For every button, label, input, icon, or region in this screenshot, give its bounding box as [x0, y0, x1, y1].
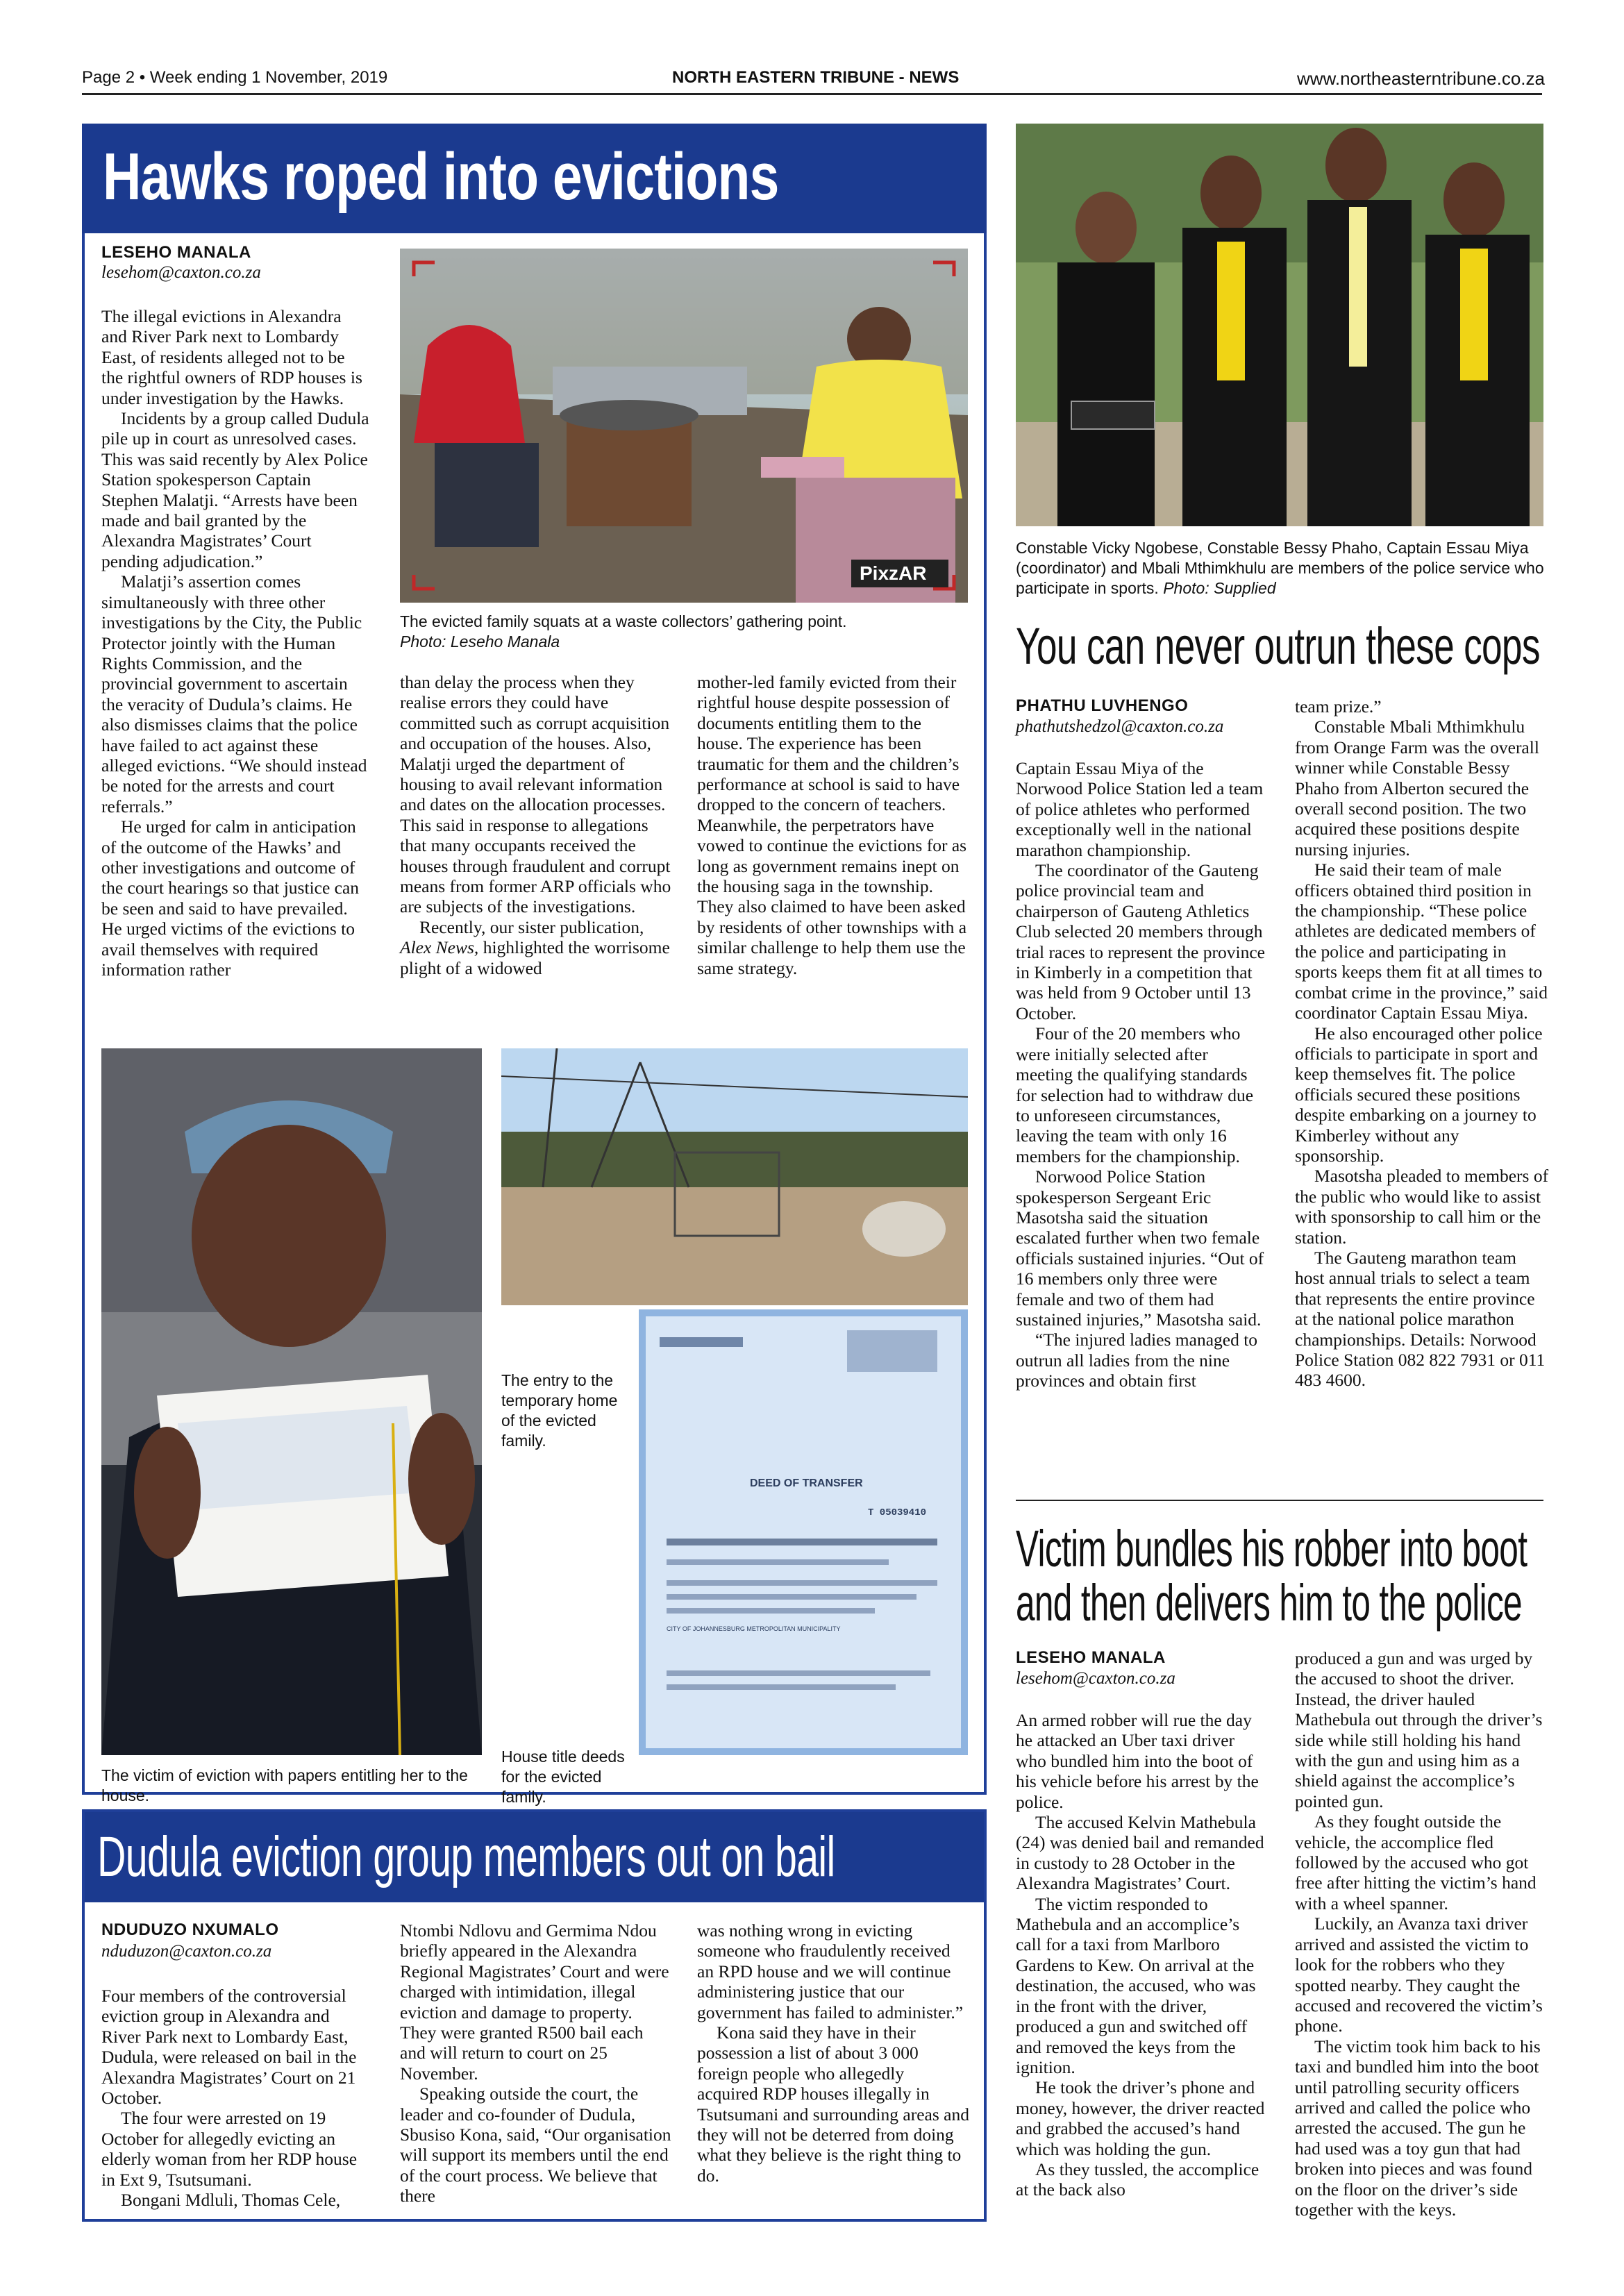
paragraph: The illegal evictions in Alexandra and River Park next to Lombardy East, of residents alleged not to be the rightful owners of RDP houses is under investigation by the Hawks. [101, 306, 362, 408]
dudula-col2 [400, 1920, 672, 2206]
dudula-headline: Dudula eviction group members out on bail [97, 1825, 835, 1888]
paragraph: team prize.” [1295, 696, 1382, 717]
paragraph: Four members of the controversial eviction group in Alexandra and River Park next to Lombardy East, Dudula, were released on bail in the Alexandra Magistrates’ Court on 21 October. [101, 1986, 357, 2109]
athletes-caption-text: Constable Vicky Ngobese, Constable Bessy Phaho, Captain Essau Miya (coordinator) and Mbali Mthimkhulu are members of the police service who participate in sports. [1016, 539, 1544, 597]
dudula-col3 [697, 1920, 969, 2186]
paragraph: Luckily, an Avanza taxi driver arrived and assisted the victim to look for the robbers who they spotted nearby. They caught the accused and recovered the victim’s phone. [1295, 1913, 1543, 2036]
paragraph: He took the driver’s phone and money, however, the driver reacted and grabbed the accused’s hand which was holding the gun. [1016, 2077, 1265, 2159]
site-url[interactable]: www.northeasterntribune.co.za [1297, 68, 1545, 89]
athletes-photo-credit: Photo: Supplied [1163, 579, 1276, 597]
robber-headline-line2: and then delivers him to the police [1016, 1574, 1522, 1632]
paragraph: The four were arrested on 19 October for allegedly evicting an elderly woman from her RDP house in Ext 9, Tsutsumani. [101, 2108, 358, 2190]
hawks-byline-name: LESEHO MANALA [101, 243, 251, 262]
text-run: Recently, our sister publication, [419, 916, 644, 937]
section-title: NORTH EASTERN TRIBUNE - NEWS [672, 68, 960, 87]
photo2-caption: The victim of eviction with papers entitling her to the house. [101, 1766, 468, 1804]
paragraph: was nothing wrong in evicting someone who fraudulently received an RPD house and we will continue administering justice that our government has failed to administer.” [697, 1920, 964, 2022]
hawks-col2 [400, 672, 672, 978]
photo-evicted-family [400, 249, 968, 603]
paragraph: Bongani Mdluli, Thomas Cele, [121, 2190, 341, 2211]
photo-victim-papers [101, 1048, 482, 1755]
hawks-headline: Hawks roped into evictions [103, 140, 779, 214]
paragraph: Incidents by a group called Dudula pile up in court as unresolved cases. This was said recently by Alex Police Station spokesperson Captain Stephen Malatji. “Arrests have been made and bail granted by the Alexandra Magistrates’ Court pending adjudication.” [101, 408, 369, 571]
paragraph: Norwood Police Station spokesperson Sergeant Eric Masotsha said the situation escalated further when two female officials sustained injuries. “Out of 16 members only three were female and two of them had sustained injuries,” Masotsha said. [1016, 1166, 1264, 1330]
paragraph: Constable Mbali Mthimkhulu from Orange Farm was the overall winner while Constable Bessy Phaho from Alberton secured the overall second position. The two acquired these positions despite nursing injuries. [1295, 717, 1539, 860]
paragraph: Masotsha pleaded to members of the public who would like to assist with sponsorship to call him or the station. [1295, 1166, 1549, 1248]
paragraph: Captain Essau Miya of the Norwood Police Station led a team of police athletes who performed exceptionally well in the national marathon championship. [1016, 758, 1264, 860]
hawks-col1 [101, 306, 371, 980]
dudula-byline-name: NDUDUZO NXUMALO [101, 1920, 279, 1939]
text-run: highlighted the worrisome plight of a widowed [400, 937, 670, 978]
page-info: Page 2 • Week ending 1 November, 2019 [82, 68, 388, 87]
dudula-byline-email[interactable]: nduduzon@caxton.co.za [101, 1942, 272, 1961]
paragraph: Malatji’s assertion comes simultaneously with three other investigations by the City, the Public Protector jointly with the Human Rights Commission, and the provincial government to ascertain the veracity of Dudula’s claims. He also dismisses claims that the police have failed to act against these alleged evictions. “We should instead be noted for the arrests and court referrals.” [101, 571, 367, 816]
paragraph: Speaking outside the court, the leader and co-founder of Dudula, Sbusiso Kona, said, “Our organisation will support its members until the end of the court process. We believe that there [400, 2084, 671, 2206]
story-divider [1016, 1500, 1543, 1501]
paragraph: than delay the process when they realise errors they could have committed such as corrupt acquisition and occupation of the houses. Also, Malatji urged the department of housing to avail relevant information and dates on the allocation processes. This said in response to allegations that many occupants received the houses through fraudulent and corrupt means from former ARP officials who are subjects of the investigations. [400, 672, 671, 917]
paragraph: Four of the 20 members who were initially selected after meeting the qualifying standards for selection had to withdraw due to unforeseen circumstances, leaving the team with only 16 members for the championship. [1016, 1023, 1254, 1166]
deed-number: T 05039410 [868, 1507, 927, 1518]
hawks-byline-email[interactable]: lesehom@caxton.co.za [101, 263, 261, 282]
photo1-caption [400, 612, 969, 652]
cops-headline: You can never outrun these cops [1016, 617, 1540, 675]
cops-col2 [1295, 696, 1549, 1391]
deed-municipality: CITY OF JOHANNESBURG METROPOLITAN MUNICIPALITY [667, 1625, 841, 1632]
paragraph: He urged for calm in anticipation of the outcome of the Hawks’ and other investigations and outcome of the court hearings so that justice can be seen and said to have prevailed. He urged victims of the evictions to avail themselves with required information rather [101, 816, 360, 980]
header-rule [82, 93, 1542, 95]
paragraph: The victim responded to Mathebula and an accomplice’s call for a taxi from Marlboro Gardens to Kew. On arrival at the destination, the accused, who was in the front with the driver, produced a gun and switched off and removed the keys from the ignition. [1016, 1893, 1256, 2077]
robber-col1 [1016, 1710, 1269, 2200]
photo3-caption: The entry to the temporary home of the evicted family. [501, 1371, 618, 1450]
robber-col2 [1295, 1648, 1549, 2220]
paragraph: “The injured ladies managed to outrun all ladies from the nine provinces and obtain first [1016, 1330, 1258, 1391]
paragraph: The coordinator of the Gauteng police provincial team and chairperson of Gauteng Athletics Club selected 20 members through trial races to represent the province in Kimberly in a competition that was held from 9 October until 13 October. [1016, 860, 1265, 1023]
photo1-caption-text: The evicted family squats at a waste collectors’ gathering point. [400, 612, 847, 630]
photo-title-deeds [639, 1309, 968, 1755]
photo1-credit: Photo: Leseho Manala [400, 632, 560, 651]
paragraph: produced a gun and was urged by the accused to shoot the driver. Instead, the driver hauled Mathebula out through the driver’s side while still holding his hand with the gun and using him as a shield against the accomplice’s pointed gun. [1295, 1648, 1543, 1811]
deed-title: DEED OF TRANSFER [750, 1477, 863, 1489]
cops-byline-email[interactable]: phathutshedzol@caxton.co.za [1016, 717, 1224, 736]
paragraph [400, 917, 672, 978]
robber-byline-name: LESEHO MANALA [1016, 1648, 1166, 1667]
paragraph: Ntombi Ndlovu and Germima Ndou briefly appeared in the Alexandra Regional Magistrates’ Court and were charged with intimidation, illegal eviction and damage to property. They were granted R500 bail each and will return to court on 25 November. [400, 1920, 669, 2084]
robber-byline-email[interactable]: lesehom@caxton.co.za [1016, 1669, 1175, 1688]
paragraph: He said their team of male officers obtained third position in the championship. “These police athletes are dedicated members of the police and participating in sports keeps them fit at all times to combat crime in the province,” said coordinator Captain Essau Miya. [1295, 860, 1548, 1023]
cops-col1 [1016, 758, 1269, 1391]
paragraph: As they tussled, the accomplice at the back also [1016, 2159, 1259, 2200]
hawks-col3 [697, 672, 969, 978]
photo-police-athletes [1016, 124, 1543, 526]
photo-temporary-home [501, 1048, 968, 1305]
photo4-caption: House title deeds for the evicted family. [501, 1748, 625, 1806]
paragraph: mother-led family evicted from their rightful house despite possession of documents entitling them to the house. The experience has been traumatic for them and the children’s performance at school is said to have dropped to the concern of teachers. Meanwhile, the perpetrators have vowed to continue the evictions for as long as government remains inept on the housing saga in the township. They also claimed to have been asked by residents of other townships with a similar challenge to help them use the same strategy. [697, 672, 967, 978]
cops-byline-name: PHATHU LUVHENGO [1016, 696, 1189, 715]
robber-headline-line1: Victim bundles his robber into boot [1016, 1520, 1527, 1577]
dudula-col1 [101, 1986, 371, 2210]
paragraph: An armed robber will rue the day he attacked an Uber taxi driver who bundled him into the boot of his vehicle before his arrest by the police. [1016, 1710, 1259, 1812]
pixzar-logo: PixzAR [860, 562, 927, 584]
paragraph: Kona said they have in their possession a list of about 3 000 foreign people who allegedly acquired RDP houses illegally in Tsutsumani and surrounding areas and they will not be deterred from doing what they believe is the right thing to do. [697, 2022, 969, 2186]
paragraph: He also encouraged other police officials to participate in sport and keep themselves fit. The police officials secured these positions despite embarking on a journey to Kimberley without any sponsorship. [1295, 1023, 1543, 1166]
paragraph: The victim took him back to his taxi and bundled him into the boot until patrolling security officers arrived and called the police who arrested the accused. The gun he had used was a toy gun that had broken into pieces and was found on the floor on the driver’s side together with the keys. [1295, 2036, 1541, 2220]
paragraph: The accused Kelvin Mathebula (24) was denied bail and remanded in custody to 28 October in the Alexandra Magistrates’ Court. [1016, 1812, 1264, 1894]
paragraph: As they fought outside the vehicle, the accomplice fled followed by the accused who got free after hitting the victim’s hand with a wheel spanner. [1295, 1811, 1537, 1913]
paragraph: The Gauteng marathon team host annual trials to select a team that represents the entire province at the national police marathon championships. Details: Norwood Police Station 082 822 7931 or 011 483 4600. [1295, 1247, 1546, 1391]
publication-name: Alex News, [400, 937, 479, 958]
hawks-banner [82, 124, 987, 233]
athletes-caption [1016, 538, 1545, 598]
